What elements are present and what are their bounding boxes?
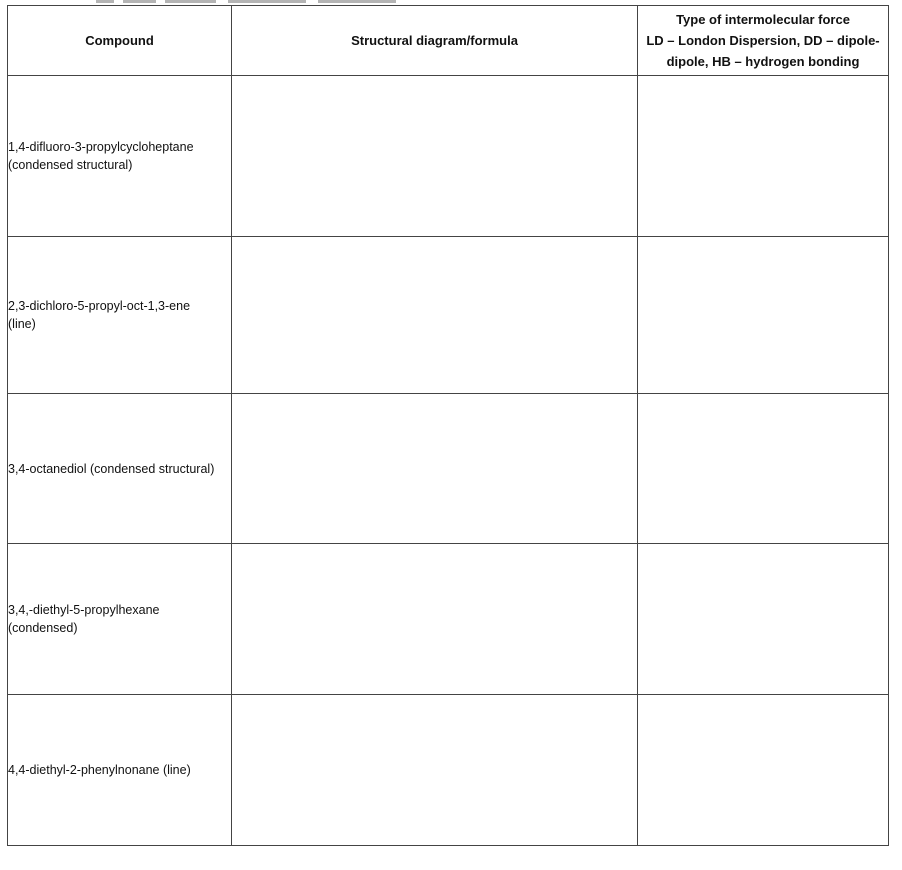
compound-name: 3,4-octanediol (condensed structural) — [8, 461, 215, 476]
header-force — [638, 6, 889, 76]
force-answer-cell[interactable] — [638, 237, 889, 394]
table-row — [8, 394, 889, 544]
compound-cell — [8, 76, 232, 237]
force-answer-cell[interactable] — [638, 544, 889, 695]
structure-answer-cell[interactable] — [232, 237, 638, 394]
compound-name: 2,3-dichloro-5-propyl-oct-1,3-ene — [8, 299, 191, 313]
compound-name: 3,4,-diethyl-5-propylhexane — [8, 603, 160, 617]
compound-name: 1,4-difluoro-3-propylcycloheptane — [8, 140, 194, 154]
header-force-title: Type of intermolecular force — [676, 12, 850, 27]
structure-answer-cell[interactable] — [232, 544, 638, 695]
compound-cell — [8, 695, 232, 846]
table-row — [8, 695, 889, 846]
header-row — [8, 6, 889, 76]
force-answer-cell[interactable] — [638, 695, 889, 846]
table-row — [8, 544, 889, 695]
structure-answer-cell[interactable] — [232, 394, 638, 544]
compound-cell — [8, 237, 232, 394]
header-compound: Compound — [8, 6, 232, 76]
header-force-legend-1: LD – London Dispersion, DD – dipole- — [646, 33, 880, 48]
structure-answer-cell[interactable] — [232, 695, 638, 846]
structure-answer-cell[interactable] — [232, 76, 638, 237]
compound-format: (condensed structural) — [8, 158, 133, 172]
compound-cell — [8, 394, 232, 544]
cropped-text-above-table — [96, 0, 396, 3]
compound-cell — [8, 544, 232, 695]
table-row — [8, 237, 889, 394]
header-force-legend-2: dipole, HB – hydrogen bonding — [666, 54, 860, 69]
compound-format: (line) — [8, 317, 36, 331]
compound-format: (condensed) — [8, 621, 78, 635]
header-structure: Structural diagram/formula — [232, 6, 638, 76]
force-answer-cell[interactable] — [638, 76, 889, 237]
compound-name: 4,4-diethyl-2-phenylnonane (line) — [8, 763, 191, 777]
table-row — [8, 76, 889, 237]
worksheet-table — [7, 5, 889, 846]
force-answer-cell[interactable] — [638, 394, 889, 544]
